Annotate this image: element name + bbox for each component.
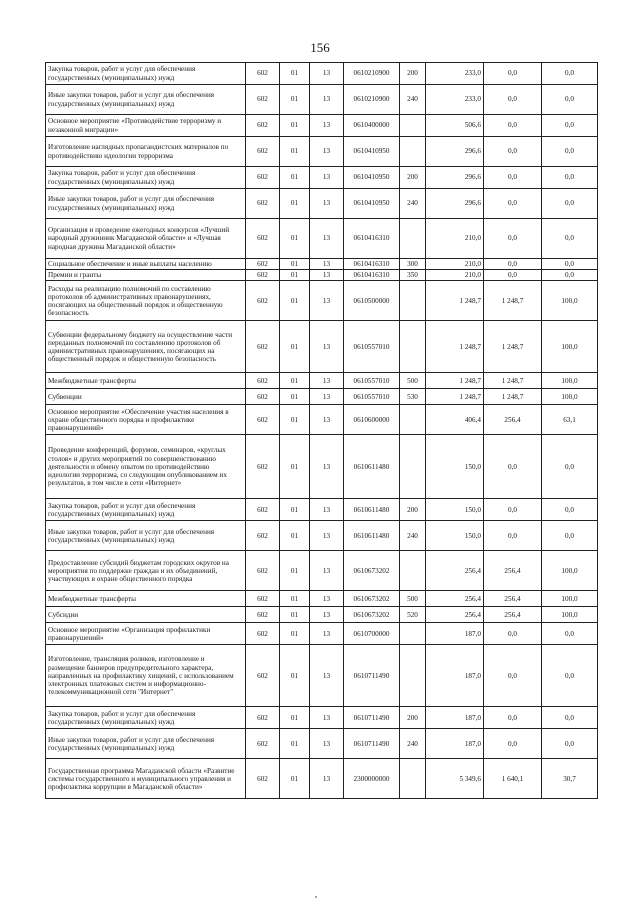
amount-approved: 1 248,7 — [426, 373, 484, 389]
ved-code: 602 — [246, 591, 280, 607]
execution-percent: 100,0 — [542, 281, 598, 321]
amount-approved: 256,4 — [426, 551, 484, 591]
amount-approved: 1 248,7 — [426, 389, 484, 405]
subsection-code: 13 — [310, 405, 344, 435]
row-name: Изготовление наглядных пропагандистских материалов по противодействию идеологии терроризма — [46, 137, 246, 167]
amount-approved: 296,6 — [426, 189, 484, 219]
amount-executed: 0,0 — [484, 219, 542, 259]
row-name: Субвенции — [46, 389, 246, 405]
ved-code: 602 — [246, 219, 280, 259]
table-row — [46, 435, 598, 499]
expense-type-code — [400, 219, 426, 259]
ved-code: 602 — [246, 281, 280, 321]
amount-executed: 0,0 — [484, 85, 542, 115]
target-article-code: 0610400000 — [344, 115, 400, 137]
subsection-code: 13 — [310, 281, 344, 321]
table-row — [46, 521, 598, 551]
row-name: Проведение конференций, форумов, семинаров, «круглых столов» и других мероприятий по совершенствованию деятельности и обмену опытом по противодействию идеологии терроризма, со следующим опубликованием их результатов, в том числе в сети «Интернет» — [46, 435, 246, 499]
subsection-code: 13 — [310, 63, 344, 85]
execution-percent: 0,0 — [542, 521, 598, 551]
amount-executed: 0,0 — [484, 729, 542, 759]
amount-executed: 256,4 — [484, 591, 542, 607]
table-row — [46, 759, 598, 799]
table-row — [46, 591, 598, 607]
expense-type-code: 500 — [400, 591, 426, 607]
expense-type-code — [400, 281, 426, 321]
section-code: 01 — [280, 435, 310, 499]
section-code: 01 — [280, 321, 310, 373]
target-article-code: 0610210900 — [344, 63, 400, 85]
execution-percent: 0,0 — [542, 270, 598, 281]
expense-type-code: 240 — [400, 521, 426, 551]
ved-code: 602 — [246, 551, 280, 591]
ved-code: 602 — [246, 707, 280, 729]
budget-table — [45, 62, 598, 799]
row-name: Основное мероприятие «Противодействие терроризму и незаконной миграции» — [46, 115, 246, 137]
row-name: Закупка товаров, работ и услуг для обеспечения государственных (муниципальных) нужд — [46, 63, 246, 85]
row-name: Межбюджетные трансферты — [46, 373, 246, 389]
amount-approved: 210,0 — [426, 270, 484, 281]
amount-approved: 406,4 — [426, 405, 484, 435]
row-name: Расходы на реализацию полномочий по составлению протоколов об административных правонарушениях, посягающих на общественный порядок и общественную безопасность — [46, 281, 246, 321]
target-article-code: 2300000000 — [344, 759, 400, 799]
subsection-code: 13 — [310, 115, 344, 137]
subsection-code: 13 — [310, 645, 344, 707]
section-code: 01 — [280, 137, 310, 167]
amount-executed: 0,0 — [484, 521, 542, 551]
amount-approved: 506,6 — [426, 115, 484, 137]
ved-code: 602 — [246, 645, 280, 707]
subsection-code: 13 — [310, 389, 344, 405]
amount-approved: 187,0 — [426, 707, 484, 729]
table-row — [46, 499, 598, 521]
section-code: 01 — [280, 729, 310, 759]
amount-approved: 150,0 — [426, 521, 484, 551]
target-article-code: 0610500000 — [344, 281, 400, 321]
expense-type-code — [400, 551, 426, 591]
table-row — [46, 270, 598, 281]
table-body — [46, 63, 598, 799]
amount-executed: 0,0 — [484, 270, 542, 281]
row-name: Иные закупки товаров, работ и услуг для обеспечения государственных (муниципальных) нужд — [46, 189, 246, 219]
expense-type-code — [400, 759, 426, 799]
section-code: 01 — [280, 623, 310, 645]
amount-executed: 0,0 — [484, 707, 542, 729]
subsection-code: 13 — [310, 373, 344, 389]
table-row — [46, 405, 598, 435]
section-code: 01 — [280, 259, 310, 270]
row-name: Иные закупки товаров, работ и услуг для обеспечения государственных (муниципальных) нужд — [46, 85, 246, 115]
row-name: Предоставление субсидий бюджетам городских округов на мероприятия по поддержке граждан и их объединений, участвующих в охране общественного порядка — [46, 551, 246, 591]
row-name: Изготовление, трансляция роликов, изготовление и размещение баннеров предупредительного характера, направленных на профилактику хищений, с использованием электронных платежных систем и информационно-телекоммуникационной сети "Интернет" — [46, 645, 246, 707]
row-name: Межбюджетные трансферты — [46, 591, 246, 607]
ved-code: 602 — [246, 270, 280, 281]
amount-approved: 256,4 — [426, 607, 484, 623]
amount-executed: 0,0 — [484, 499, 542, 521]
row-name: Закупка товаров, работ и услуг для обеспечения государственных (муниципальных) нужд — [46, 707, 246, 729]
subsection-code: 13 — [310, 85, 344, 115]
subsection-code: 13 — [310, 521, 344, 551]
table-row — [46, 115, 598, 137]
subsection-code: 13 — [310, 759, 344, 799]
ved-code: 602 — [246, 623, 280, 645]
subsection-code: 13 — [310, 137, 344, 167]
table-row — [46, 63, 598, 85]
section-code: 01 — [280, 551, 310, 591]
row-name: Государственная программа Магаданской области «Развитие системы государственного и муниципального управления и профилактика коррупции в Магаданской области» — [46, 759, 246, 799]
table-row — [46, 645, 598, 707]
execution-percent: 0,0 — [542, 623, 598, 645]
table-row — [46, 373, 598, 389]
target-article-code: 0610711490 — [344, 645, 400, 707]
row-name: Субвенции федеральному бюджету на осуществление части переданных полномочий по составлению протоколов об административных правонарушениях, посягающих на общественный порядок и общественную безопасность — [46, 321, 246, 373]
row-name: Закупка товаров, работ и услуг для обеспечения государственных (муниципальных) нужд — [46, 499, 246, 521]
ved-code: 602 — [246, 167, 280, 189]
amount-executed: 0,0 — [484, 115, 542, 137]
table-row — [46, 707, 598, 729]
target-article-code: 0610557010 — [344, 321, 400, 373]
subsection-code: 13 — [310, 591, 344, 607]
row-name: Основное мероприятие «Организация профилактики правонарушений» — [46, 623, 246, 645]
section-code: 01 — [280, 499, 310, 521]
target-article-code: 0610711490 — [344, 729, 400, 759]
expense-type-code: 240 — [400, 189, 426, 219]
execution-percent: 0,0 — [542, 259, 598, 270]
execution-percent: 100,0 — [542, 551, 598, 591]
amount-executed: 256,4 — [484, 405, 542, 435]
table-row — [46, 607, 598, 623]
execution-percent: 0,0 — [542, 729, 598, 759]
table-row — [46, 259, 598, 270]
expense-type-code: 240 — [400, 729, 426, 759]
expense-type-code: 200 — [400, 167, 426, 189]
row-name: Иные закупки товаров, работ и услуг для обеспечения государственных (муниципальных) нужд — [46, 729, 246, 759]
amount-approved: 256,4 — [426, 591, 484, 607]
row-name: Социальное обеспечение и иные выплаты населению — [46, 259, 246, 270]
execution-percent: 100,0 — [542, 591, 598, 607]
expense-type-code: 200 — [400, 63, 426, 85]
amount-approved: 150,0 — [426, 499, 484, 521]
execution-percent: 100,0 — [542, 321, 598, 373]
subsection-code: 13 — [310, 321, 344, 373]
subsection-code: 13 — [310, 729, 344, 759]
ved-code: 602 — [246, 189, 280, 219]
table-row — [46, 219, 598, 259]
expense-type-code: 240 — [400, 85, 426, 115]
target-article-code: 0610700000 — [344, 623, 400, 645]
expense-type-code — [400, 137, 426, 167]
table-row — [46, 85, 598, 115]
amount-executed: 0,0 — [484, 435, 542, 499]
execution-percent: 63,1 — [542, 405, 598, 435]
subsection-code: 13 — [310, 435, 344, 499]
execution-percent: 0,0 — [542, 167, 598, 189]
expense-type-code — [400, 321, 426, 373]
expense-type-code — [400, 623, 426, 645]
execution-percent: 0,0 — [542, 189, 598, 219]
section-code: 01 — [280, 219, 310, 259]
section-code: 01 — [280, 63, 310, 85]
target-article-code: 0610611480 — [344, 499, 400, 521]
row-name: Основное мероприятие «Обеспечение участия населения в охране общественного порядка и профилактике правонарушений» — [46, 405, 246, 435]
amount-executed: 0,0 — [484, 63, 542, 85]
amount-approved: 233,0 — [426, 63, 484, 85]
execution-percent: 100,0 — [542, 389, 598, 405]
execution-percent: 100,0 — [542, 607, 598, 623]
table-row — [46, 167, 598, 189]
amount-executed: 1 248,7 — [484, 281, 542, 321]
expense-type-code: 500 — [400, 373, 426, 389]
table-row — [46, 729, 598, 759]
amount-approved: 5 349,6 — [426, 759, 484, 799]
section-code: 01 — [280, 591, 310, 607]
subsection-code: 13 — [310, 167, 344, 189]
execution-percent: 0,0 — [542, 219, 598, 259]
amount-approved: 187,0 — [426, 645, 484, 707]
expense-type-code: 530 — [400, 389, 426, 405]
execution-percent: 0,0 — [542, 63, 598, 85]
execution-percent: 0,0 — [542, 707, 598, 729]
target-article-code: 0610673202 — [344, 551, 400, 591]
row-name: Организация и проведение ежегодных конкурсов «Лучший народный дружинник Магаданской области» и «Лучшая народная дружина Магаданской области» — [46, 219, 246, 259]
row-name: Иные закупки товаров, работ и услуг для обеспечения государственных (муниципальных) нужд — [46, 521, 246, 551]
amount-executed: 0,0 — [484, 623, 542, 645]
execution-percent: 0,0 — [542, 645, 598, 707]
section-code: 01 — [280, 167, 310, 189]
target-article-code: 0610410950 — [344, 189, 400, 219]
amount-approved: 296,6 — [426, 167, 484, 189]
subsection-code: 13 — [310, 607, 344, 623]
amount-executed: 256,4 — [484, 551, 542, 591]
section-code: 01 — [280, 645, 310, 707]
subsection-code: 13 — [310, 499, 344, 521]
execution-percent: 0,0 — [542, 85, 598, 115]
expense-type-code — [400, 435, 426, 499]
execution-percent: 30,7 — [542, 759, 598, 799]
expense-type-code — [400, 645, 426, 707]
amount-approved: 233,0 — [426, 85, 484, 115]
expense-type-code — [400, 115, 426, 137]
row-name: Субсидии — [46, 607, 246, 623]
subsection-code: 13 — [310, 623, 344, 645]
amount-approved: 296,6 — [426, 137, 484, 167]
expense-type-code: 300 — [400, 259, 426, 270]
ved-code: 602 — [246, 137, 280, 167]
section-code: 01 — [280, 759, 310, 799]
table-row — [46, 551, 598, 591]
subsection-code: 13 — [310, 259, 344, 270]
section-code: 01 — [280, 85, 310, 115]
target-article-code: 0610711490 — [344, 707, 400, 729]
target-article-code: 0610557010 — [344, 373, 400, 389]
amount-executed: 0,0 — [484, 137, 542, 167]
row-name: Закупка товаров, работ и услуг для обеспечения государственных (муниципальных) нужд — [46, 167, 246, 189]
table-row — [46, 321, 598, 373]
expense-type-code: 200 — [400, 707, 426, 729]
amount-executed: 0,0 — [484, 645, 542, 707]
target-article-code: 0610673202 — [344, 607, 400, 623]
table-row — [46, 623, 598, 645]
expense-type-code: 520 — [400, 607, 426, 623]
section-code: 01 — [280, 270, 310, 281]
execution-percent: 100,0 — [542, 373, 598, 389]
target-article-code: 0610410950 — [344, 167, 400, 189]
page-number: 156 — [310, 40, 330, 55]
execution-percent: 0,0 — [542, 435, 598, 499]
ved-code: 602 — [246, 759, 280, 799]
section-code: 01 — [280, 189, 310, 219]
expense-type-code: 200 — [400, 499, 426, 521]
target-article-code: 0610611480 — [344, 435, 400, 499]
table-row — [46, 389, 598, 405]
amount-approved: 1 248,7 — [426, 321, 484, 373]
ved-code: 602 — [246, 607, 280, 623]
section-code: 01 — [280, 389, 310, 405]
amount-executed: 1 640,1 — [484, 759, 542, 799]
amount-approved: 187,0 — [426, 729, 484, 759]
subsection-code: 13 — [310, 270, 344, 281]
row-name: Премии и гранты — [46, 270, 246, 281]
amount-executed: 0,0 — [484, 167, 542, 189]
ved-code: 602 — [246, 389, 280, 405]
ved-code: 602 — [246, 521, 280, 551]
table-row — [46, 189, 598, 219]
ved-code: 602 — [246, 435, 280, 499]
ved-code: 602 — [246, 405, 280, 435]
ved-code: 602 — [246, 729, 280, 759]
target-article-code: 0610416310 — [344, 270, 400, 281]
amount-executed: 256,4 — [484, 607, 542, 623]
section-code: 01 — [280, 521, 310, 551]
execution-percent: 0,0 — [542, 499, 598, 521]
table-row — [46, 137, 598, 167]
section-code: 01 — [280, 405, 310, 435]
target-article-code: 0610557010 — [344, 389, 400, 405]
target-article-code: 0610416310 — [344, 259, 400, 270]
amount-approved: 1 248,7 — [426, 281, 484, 321]
amount-executed: 1 248,7 — [484, 389, 542, 405]
execution-percent: 0,0 — [542, 115, 598, 137]
expense-type-code: 350 — [400, 270, 426, 281]
table-row — [46, 281, 598, 321]
ved-code: 602 — [246, 321, 280, 373]
section-code: 01 — [280, 707, 310, 729]
amount-approved: 210,0 — [426, 259, 484, 270]
amount-executed: 1 248,7 — [484, 373, 542, 389]
subsection-code: 13 — [310, 189, 344, 219]
execution-percent: 0,0 — [542, 137, 598, 167]
section-code: 01 — [280, 373, 310, 389]
amount-executed: 0,0 — [484, 189, 542, 219]
target-article-code: 0610600000 — [344, 405, 400, 435]
ved-code: 602 — [246, 373, 280, 389]
target-article-code: 0610210900 — [344, 85, 400, 115]
subsection-code: 13 — [310, 219, 344, 259]
ved-code: 602 — [246, 259, 280, 270]
scan-speck — [315, 896, 317, 898]
subsection-code: 13 — [310, 551, 344, 591]
target-article-code: 0610416310 — [344, 219, 400, 259]
ved-code: 602 — [246, 85, 280, 115]
target-article-code: 0610673202 — [344, 591, 400, 607]
expense-type-code — [400, 405, 426, 435]
section-code: 01 — [280, 115, 310, 137]
ved-code: 602 — [246, 115, 280, 137]
target-article-code: 0610410950 — [344, 137, 400, 167]
amount-approved: 150,0 — [426, 435, 484, 499]
target-article-code: 0610611480 — [344, 521, 400, 551]
ved-code: 602 — [246, 63, 280, 85]
section-code: 01 — [280, 281, 310, 321]
amount-approved: 210,0 — [426, 219, 484, 259]
amount-executed: 1 248,7 — [484, 321, 542, 373]
subsection-code: 13 — [310, 707, 344, 729]
ved-code: 602 — [246, 499, 280, 521]
amount-executed: 0,0 — [484, 259, 542, 270]
section-code: 01 — [280, 607, 310, 623]
amount-approved: 187,0 — [426, 623, 484, 645]
